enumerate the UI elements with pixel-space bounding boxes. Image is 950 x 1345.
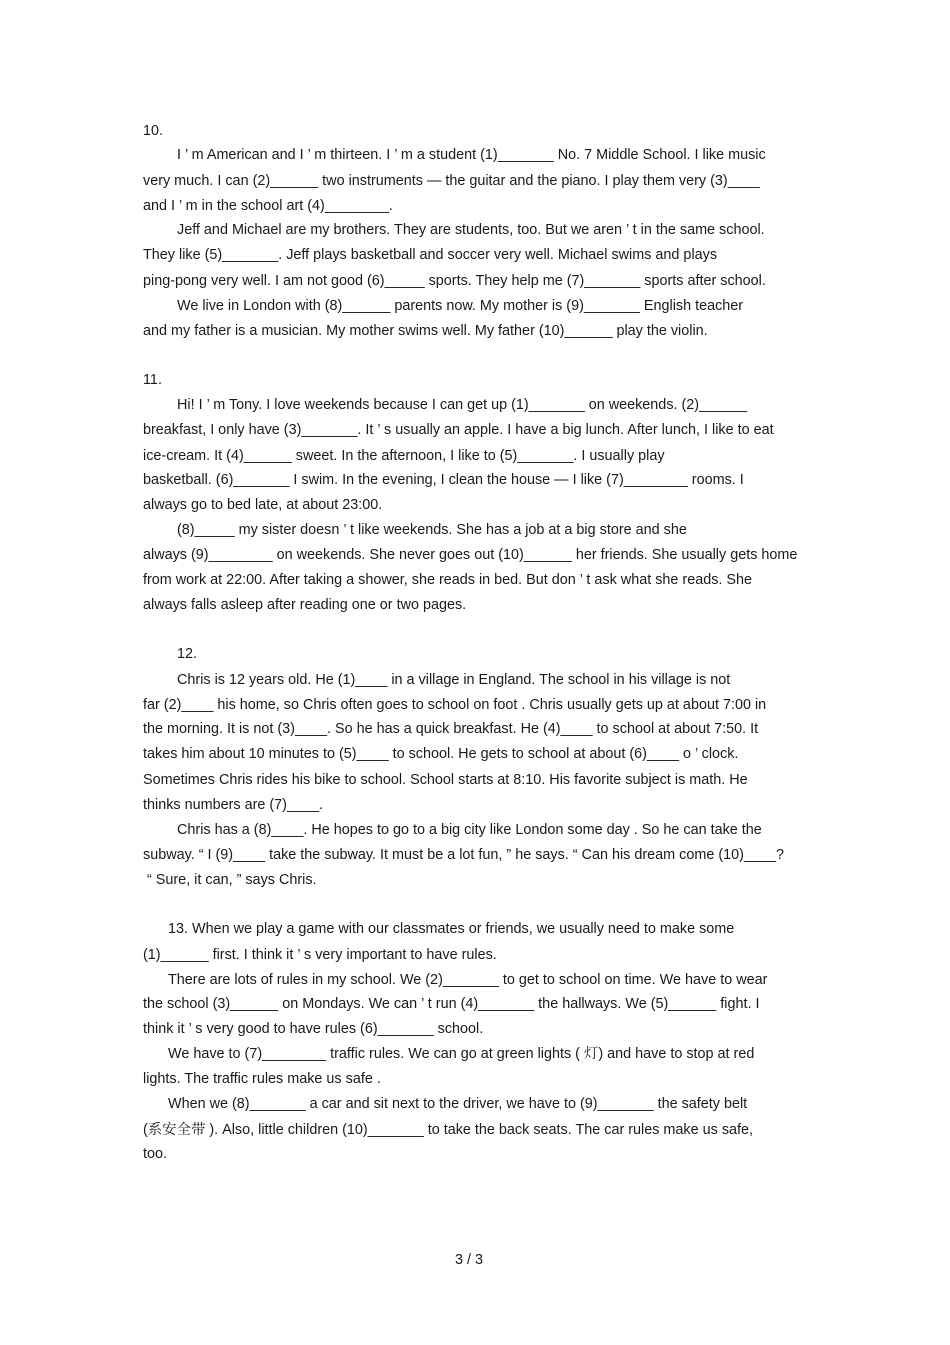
text-line: the morning. It is not (3)____. So he has a quick breakfast. He (4)____ to school at about 7:50. It (143, 721, 759, 737)
text-line: Chris is 12 years old. He (1)____ in a village in England. The school in his village is not (177, 672, 731, 688)
text-line: There are lots of rules in my school. We (2)_______ to get to school on time. We have to wear (168, 972, 768, 988)
text-line: We live in London with (8)______ parents now. My mother is (9)_______ English teacher (177, 298, 744, 314)
text-line: Sometimes Chris rides his bike to school. School starts at 8:10. His favorite subject is math. He (143, 772, 748, 788)
text-line: thinks numbers are (7)____. (143, 797, 323, 813)
text-line: Chris has a (8)____. He hopes to go to a big city like London some day . So he can take the (177, 822, 762, 838)
text-line: always go to bed late, at about 23:00. (143, 497, 383, 513)
text-line: basketball. (6)_______ I swim. In the evening, I clean the house — I like (7)________ rooms. I (143, 472, 744, 488)
text-line: When we (8)_______ a car and sit next to the driver, we have to (9)_______ the safety belt (168, 1096, 748, 1112)
text-line: We have to (7)________ traffic rules. We can go at green lights ( 灯) and have to stop at red (168, 1046, 755, 1062)
text-line: (1)______ first. I think it ’ s very important to have rules. (143, 947, 497, 963)
text-line: ice-cream. It (4)______ sweet. In the afternoon, I like to (5)_______. I usually play (143, 448, 665, 464)
question-number: 10. (143, 123, 164, 139)
question-intro: 13. When we play a game with our classmates or friends, we usually need to make some (168, 921, 735, 937)
text-line: think it ’ s very good to have rules (6)_______ school. (143, 1021, 484, 1037)
text-line: I ’ m American and I ’ m thirteen. I ’ m a student (1)_______ No. 7 Middle School. I like music (177, 147, 766, 163)
text-line: They like (5)_______. Jeff plays basketball and soccer very well. Michael swims and plays (143, 247, 718, 263)
text-line: ping-pong very well. I am not good (6)_____ sports. They help me (7)_______ sports after school. (143, 273, 766, 289)
page-number: 3 / 3 (455, 1252, 484, 1268)
text-line: Jeff and Michael are my brothers. They are students, too. But we aren ’ t in the same school. (177, 222, 765, 238)
text-line: and I ’ m in the school art (4)________. (143, 198, 393, 214)
text-line: the school (3)______ on Mondays. We can ’ t run (4)_______ the hallways. We (5)______ fight. I (143, 996, 760, 1012)
text-line: Hi! I ’ m Tony. I love weekends because I can get up (1)_______ on weekends. (2)______ (177, 397, 748, 413)
question-number: 12. (177, 646, 198, 662)
text-line: lights. The traffic rules make us safe . (143, 1071, 381, 1087)
text-line: far (2)____ his home, so Chris often goes to school on foot . Chris usually gets up at about 7:00 in (143, 697, 767, 713)
text-line: “ Sure, it can, ” says Chris. (147, 872, 317, 888)
text-line: always (9)________ on weekends. She never goes out (10)______ her friends. She usually gets home (143, 547, 798, 563)
text-line: and my father is a musician. My mother swims well. My father (10)______ play the violin. (143, 323, 708, 339)
text-line: (系安全带 ). Also, little children (10)_______ to take the back seats. The car rules make us safe, (143, 1122, 754, 1138)
text-line: subway. “ I (9)____ take the subway. It must be a lot fun, ” he says. “ Can his dream come (10)____? (143, 847, 784, 863)
text-line: takes him about 10 minutes to (5)____ to school. He gets to school at about (6)____ o ’ clock. (143, 746, 739, 762)
question-number: 11. (143, 372, 162, 388)
text-line: always falls asleep after reading one or two pages. (143, 597, 467, 613)
text-line: too. (143, 1146, 168, 1162)
text-line: breakfast, I only have (3)_______. It ’ s usually an apple. I have a big lunch. After lunch, I like to eat (143, 422, 774, 438)
text-line: (8)_____ my sister doesn ’ t like weekends. She has a job at a big store and she (177, 522, 687, 538)
text-line: very much. I can (2)______ two instruments — the guitar and the piano. I play them very (3)____ (143, 173, 760, 189)
text-line: from work at 22:00. After taking a shower, she reads in bed. But don ’ t ask what she reads. She (143, 572, 753, 588)
